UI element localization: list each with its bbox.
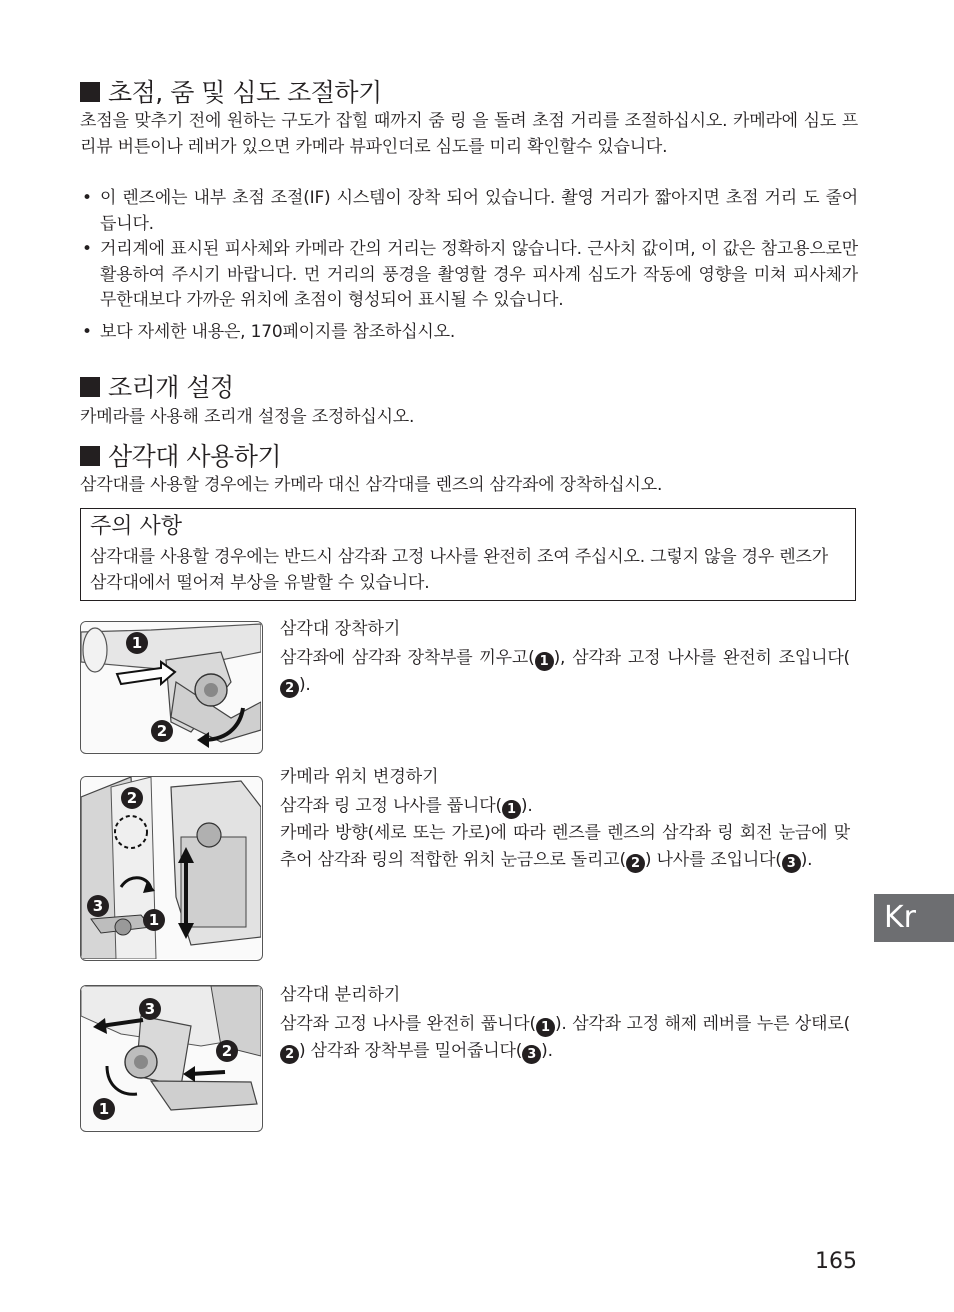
step-title: 카메라 위치 변경하기 xyxy=(280,767,439,787)
bullet-item: • 이 렌즈에는 내부 초점 조절(IF) 시스템이 장착 되어 있습니다. 촬영 거리가 짧아지면 초점 거리 도 줄어듭니다. xyxy=(82,188,858,234)
figure-attach-tripod xyxy=(80,621,263,754)
square-bullet-icon xyxy=(80,377,100,397)
callout-number: 2 xyxy=(216,1040,238,1062)
callout-number: 1 xyxy=(535,652,554,671)
square-bullet-icon xyxy=(80,82,100,102)
caution-title: 주의 사항 xyxy=(90,514,183,539)
tripod-body: 삼각대를 사용할 경우에는 카메라 대신 삼각대를 렌즈의 삼각좌에 장착하십시오. xyxy=(80,475,663,495)
focus-bullets xyxy=(80,186,858,345)
focus-body: 초점을 맞추기 전에 원하는 구도가 잡힐 때까지 줌 링 을 돌려 초점 거리를 조절하십시오. 카메라에 심도 프리뷰 버튼이나 레버가 있으면 카메라 뷰파인더로 심도를 미리 확인할수 있습니다. xyxy=(80,111,858,157)
heading-aperture: 조리개 설정 xyxy=(80,373,234,403)
callout-number: 2 xyxy=(280,679,299,698)
callout-number: 2 xyxy=(121,787,143,809)
heading-tripod: 삼각대 사용하기 xyxy=(80,442,281,472)
bullet-item: • 보다 자세한 내용은, 170페이지를 참조하십시오. xyxy=(82,321,456,342)
caution-body: 삼각대를 사용할 경우에는 반드시 삼각좌 고정 나사를 완전히 조여 주십시오. 그렇지 않을 경우 렌즈가 삼각대에서 떨어져 부상을 유발할 수 있습니다. xyxy=(90,547,828,593)
callout-number: 2 xyxy=(626,854,645,873)
step-title: 삼각대 분리하기 xyxy=(280,985,401,1005)
caution-box xyxy=(80,508,856,601)
figure-change-position xyxy=(80,776,263,961)
callout-number: 1 xyxy=(126,632,148,654)
callout-number: 1 xyxy=(502,800,521,819)
callout-number: 3 xyxy=(522,1045,541,1064)
callout-number: 2 xyxy=(151,720,173,742)
callout-number: 1 xyxy=(143,909,165,931)
language-tab-kr: Kr xyxy=(874,894,954,942)
step-title: 삼각대 장착하기 xyxy=(280,619,401,639)
bullet-item: • 거리계에 표시된 피사체와 카메라 간의 거리는 정확하지 않습니다. 근사치 값이며, 이 값은 참고용으로만 활용하여 주시기 바랍니다. 먼 거리의 풍경을 촬영할 경우 피사계 심도가 작동에 영향을 미쳐 피사체가 무한대보다 가까운 위치에 초점이 형성되어 표시될 수 있습니다. xyxy=(82,239,858,310)
step-body-rotate: 삼각좌 링 고정 나사를 풉니다( 1 ). 카메라 방향(세로 또는 가로)에 따라 렌즈를 렌즈의 삼각좌 링 회전 눈금에 맞추어 삼각좌 링의 적합한 위치 눈금으로 돌리고( 2 ) 나사를 조입니다( 3 ). xyxy=(280,796,850,871)
page-number: 165 xyxy=(815,1249,857,1274)
tripod-ring-rotate-illustration xyxy=(81,777,261,959)
callout-number: 3 xyxy=(87,895,109,917)
square-bullet-icon xyxy=(80,446,100,466)
step-body-detach: 삼각좌 고정 나사를 완전히 풉니다( 1 ). 삼각좌 고정 해제 레버를 누른 상태로(2 ) 삼각좌 장착부를 밀어줍니다( 3 ). xyxy=(280,1014,850,1062)
callout-number: 2 xyxy=(280,1045,299,1064)
callout-number: 1 xyxy=(536,1018,555,1037)
figure-detach-tripod xyxy=(80,985,263,1132)
aperture-body: 카메라를 사용해 조리개 설정을 조정하십시오. xyxy=(80,407,415,427)
heading-focus-zoom: 초점, 줌 및 심도 조절하기 xyxy=(80,78,382,108)
step-body-attach: 삼각좌에 삼각좌 장착부를 끼우고( 1 ), 삼각좌 고정 나사를 완전히 조입니다(2 ). xyxy=(280,648,850,696)
callout-number: 3 xyxy=(139,998,161,1020)
callout-number: 3 xyxy=(782,854,801,873)
callout-number: 1 xyxy=(93,1098,115,1120)
